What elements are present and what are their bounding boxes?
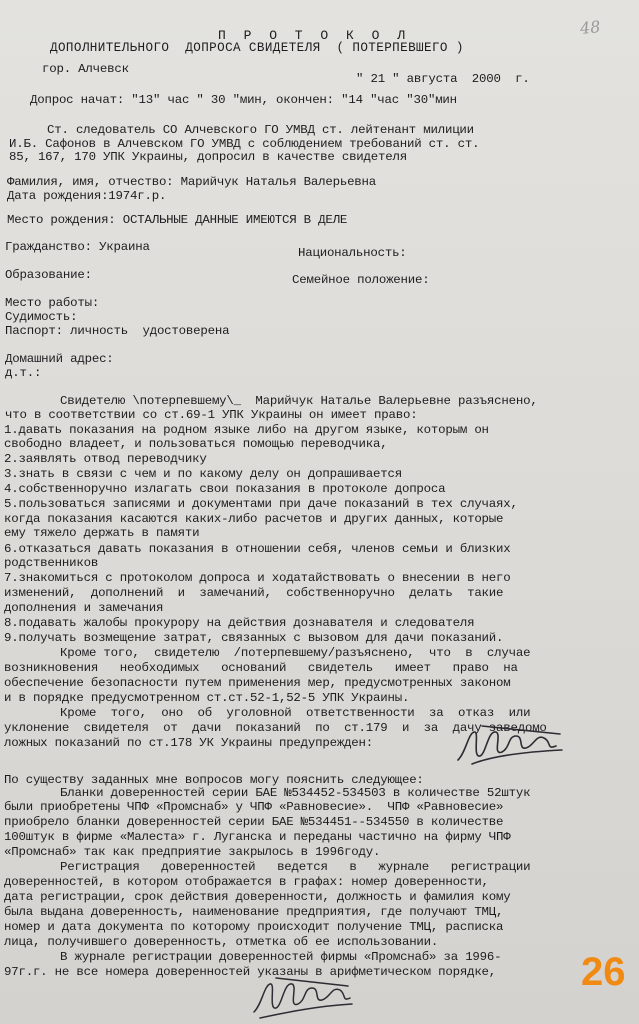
investigator-line-1: Ст. следователь СО Алчевского ГО УМВД ст. лейтенант милиции (47, 123, 474, 137)
rights-line: уклонение свидетеля от дачи показаний по ст.179 и за дачу заведомо (4, 721, 547, 735)
document-subtitle: ДОПОЛНИТЕЛЬНОГО ДОПРОСА СВИДЕТЕЛЯ ( ПОТЕРПЕВШЕГО ) (50, 41, 464, 55)
rights-line: свободно владеет, и пользоваться помощью переводчика, (4, 437, 388, 451)
rights-line: 4.собственноручно излагать свои показания в протоколе допроса (4, 482, 446, 496)
testimony-line: приобрело бланки доверенностей серии БАЕ №534451--534550 в количестве (4, 815, 504, 829)
testimony-line: Регистрация доверенностей ведется в журнале регистрации (60, 860, 531, 874)
rights-line: 6.отказаться давать показания в отношении себя, членов семьи и близких (4, 542, 511, 556)
rights-line: 3.знать в связи с чем и по какому делу он допрашивается (4, 467, 402, 481)
rights-line: 7.знакомиться с протоколом допроса и ходатайствовать о внесении в него (4, 571, 511, 585)
rights-line: ложных показаний по ст.178 УК Украины предупрежден: (4, 736, 374, 750)
protocol-date: " 21 " августа 2000 г. (356, 72, 530, 86)
place-of-work: Место работы: (5, 296, 100, 310)
investigator-line-3: 85, 167, 170 УПК Украины, допросил в качестве свидетеля (9, 150, 407, 164)
rights-line: родственников (4, 556, 99, 570)
testimony-line: В журнале регистрации доверенностей фирмы «Промснаб» за 1996- (60, 950, 502, 964)
witness-name: Фамилия, имя, отчество: Марийчук Наталья Валерьевна (7, 175, 377, 189)
rights-line: дополнения и замечания (4, 601, 164, 615)
rights-line: 2.заявлять отвод переводчику (4, 452, 207, 466)
home-address: Домашний адрес: (5, 352, 114, 366)
rights-line: Кроме того, свидетелю /потерпевшему/разъяснено, что в случае (60, 646, 531, 660)
rights-line: что в соответствии со ст.69-1 УПК Украины он имеет право: (5, 408, 418, 422)
document-title: П Р О Т О К О Л (218, 28, 411, 43)
investigator-line-2: И.Б. Сафонов в Алчевском ГО УМВД с соблюдением требований ст. ст. (9, 137, 480, 151)
citizenship: Гражданство: Украина (5, 240, 150, 254)
testimony-line: лица, получившего доверенность, отметка об ее использовании. (4, 935, 439, 949)
rights-line: когда показания касаются каких-либо расчетов и других данных, которые (4, 512, 504, 526)
bottom-signature (248, 966, 358, 1022)
family-status: Семейное положение: (292, 273, 430, 287)
testimony-line: дата регистрации, срок действия доверенности, должность и фамилия кому (4, 890, 511, 904)
testimony-line: была выдана доверенность, наименование предприятия, где получают ТМЦ, (4, 905, 504, 919)
rights-line: ему тяжело держать в памяти (4, 526, 200, 540)
testimony-line: По существу заданных мне вопросов могу пояснить следующее: (4, 773, 424, 787)
home-phone: д.т.: (5, 366, 42, 380)
rights-line: 1.давать показания на родном языке либо на другом языке, которым он (4, 423, 489, 437)
testimony-line: доверенностей, в котором отображается в графах: номер доверенности, (4, 875, 489, 889)
testimony-line: были приобретены ЧПФ «Промснаб» у ЧПФ «Равновесие». ЧПФ «Равновесие» (4, 800, 504, 814)
rights-line: 5.пользоваться записями и документами при даче показаний в тех случаях, (4, 497, 518, 511)
city: гор. Алчевск (42, 62, 129, 76)
rights-line: возникновения необходимых оснований свидетель имеет право на (4, 661, 518, 675)
rights-line: изменений, дополнений и замечаний, собственноручно делать такие (4, 586, 504, 600)
place-of-birth: Место рождения: ОСТАЛЬНЫЕ ДАННЫЕ ИМЕЮТСЯ В ДЕЛЕ (7, 213, 348, 227)
witness-signature (452, 712, 572, 772)
testimony-line: «Промснаб» так как предприятие закрылось в 1996году. (4, 845, 381, 859)
page-stamp-number: 26 (581, 950, 626, 994)
pencil-page-number: 48 (579, 16, 602, 39)
date-of-birth: Дата рождения:1974г.р. (7, 189, 167, 203)
rights-line: обеспечение безопасности путем применения мер, предусмотренных законом (4, 676, 511, 690)
rights-line: и в порядке предусмотренном ст.ст.52-1,52-5 УПК Украины. (4, 691, 410, 705)
rights-line: Кроме того, оно об уголовной ответственности за отказ или (60, 706, 531, 720)
testimony-line: 100штук в фирме «Малеста» г. Луганска и переданы частично на фирму ЧПФ (4, 830, 511, 844)
passport: Паспорт: личность удостоверена (5, 324, 230, 338)
education: Образование: (5, 268, 92, 282)
nationality: Национальность: (298, 246, 407, 260)
rights-line: Свидетелю \потерпевшему\_ Марийчук Наталье Валерьевне разъяснено, (60, 394, 538, 408)
rights-line: 9.получать возмещение затрат, связанных с вызовом для дачи показаний. (4, 631, 504, 645)
rights-line: 8.подавать жалобы прокурору на действия дознавателя и следователя (4, 616, 475, 630)
interrogation-time: Допрос начат: "13" час " 30 "мин, окончен: "14 "час "30"мин (30, 93, 457, 107)
testimony-line: 97г.г. не все номера доверенностей указаны в арифметическом порядке, (4, 965, 497, 979)
testimony-line: Бланки доверенностей серии БАЕ №534452-534503 в количестве 52штук (60, 786, 531, 800)
criminal-record: Судимость: (5, 310, 78, 324)
testimony-line: номер и дата документа по которому происходит получение ТМЦ, расписка (4, 920, 504, 934)
